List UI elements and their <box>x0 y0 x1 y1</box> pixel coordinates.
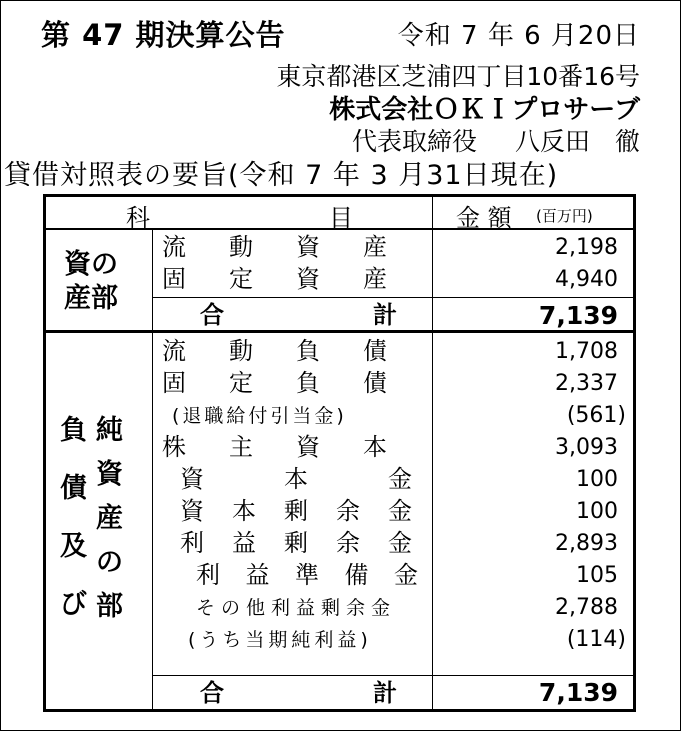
liab-row-fixed-label: 固 定 負 債 <box>162 369 387 397</box>
equity-row-net-income-label: (うち当期純利益) <box>188 629 372 651</box>
asset-row-current-amount: 2,198 <box>555 235 618 260</box>
equity-row-legal-reserve-label: 利 益 準 備 金 <box>196 561 418 589</box>
liabilities-label-col2-0: 純 <box>96 415 123 446</box>
balance-sheet-subtitle: 貸借対照表の要旨(令和 7 年 3 月31日現在) <box>4 160 559 191</box>
section-divider <box>46 330 633 333</box>
equity-row-retained-earnings-label: 利 益 剰 余 金 <box>180 529 412 557</box>
balance-sheet-table <box>43 194 636 712</box>
header-amount: 金 額 <box>456 204 512 232</box>
company-name: 株式会社ＯＫＩプロサーブ <box>329 95 640 125</box>
assets-label-line1: 資の <box>64 249 118 280</box>
liab-row-current-amount: 1,708 <box>555 339 618 364</box>
equity-row-shareholders-amount: 3,093 <box>555 435 618 460</box>
column-divider <box>432 197 433 709</box>
equity-row-retained-earnings-amount: 2,893 <box>555 531 618 556</box>
assets-label-line2: 産部 <box>64 283 118 314</box>
assets-total-label-1: 合 <box>200 301 224 329</box>
equity-row-other-retained-label: その他利益剰余金 <box>196 597 397 619</box>
representative-title: 代表取締役 <box>351 127 477 156</box>
equity-row-legal-reserve-amount: 105 <box>576 563 618 588</box>
liabilities-label-col1-3: び <box>60 589 87 620</box>
liab-row-retirement-amount: (561) <box>566 403 626 428</box>
assets-total-amount: 7,139 <box>538 301 618 330</box>
equity-row-capital-amount: 100 <box>576 467 618 492</box>
equity-row-capital-surplus-label: 資 本 剰 余 金 <box>180 497 412 525</box>
equity-row-capital-label: 資 本 金 <box>180 465 412 493</box>
liabilities-total-divider <box>152 675 633 676</box>
company-address: 東京都港区芝浦四丁目10番16号 <box>276 62 640 91</box>
liabilities-label-col2-3: の <box>96 547 123 578</box>
assets-total-divider <box>152 297 633 298</box>
equity-row-other-retained-amount: 2,788 <box>555 595 618 620</box>
liab-row-retirement-label: (退職給付引当金) <box>172 405 347 427</box>
assets-label-divider <box>152 230 153 330</box>
equity-row-net-income-amount: (114) <box>566 627 626 652</box>
liab-row-current-label: 流 動 負 債 <box>162 337 387 365</box>
liab-row-fixed-amount: 2,337 <box>555 371 618 396</box>
representative-name: 八反田 徹 <box>514 127 640 156</box>
header-unit: (百万円) <box>536 207 593 225</box>
liabilities-label-col1-1: 債 <box>60 473 87 504</box>
asset-row-current-label: 流 動 資 産 <box>162 233 387 261</box>
liabilities-total-amount: 7,139 <box>538 678 618 707</box>
liabilities-total-label-2: 計 <box>373 679 397 707</box>
notice-date: 令和 7 年 6 月20日 <box>397 21 640 51</box>
notice-title: 第 47 期決算公告 <box>41 18 286 52</box>
liabilities-label-col1-0: 負 <box>60 415 87 446</box>
asset-row-fixed-label: 固 定 資 産 <box>162 265 387 293</box>
liabilities-label-col2-2: 産 <box>96 503 123 534</box>
liabilities-label-divider <box>152 333 153 709</box>
asset-row-fixed-amount: 4,940 <box>555 267 618 292</box>
liabilities-total-label-1: 合 <box>200 679 224 707</box>
liabilities-label-col2-4: 部 <box>96 591 123 622</box>
header-subject-1: 科 <box>126 204 150 232</box>
equity-row-capital-surplus-amount: 100 <box>576 499 618 524</box>
header-subject-2: 目 <box>329 204 353 232</box>
liabilities-label-col2-1: 資 <box>96 459 123 490</box>
liabilities-label-col1-2: 及 <box>60 531 87 562</box>
assets-total-label-2: 計 <box>373 301 397 329</box>
equity-row-shareholders-label: 株 主 資 本 <box>162 433 387 461</box>
